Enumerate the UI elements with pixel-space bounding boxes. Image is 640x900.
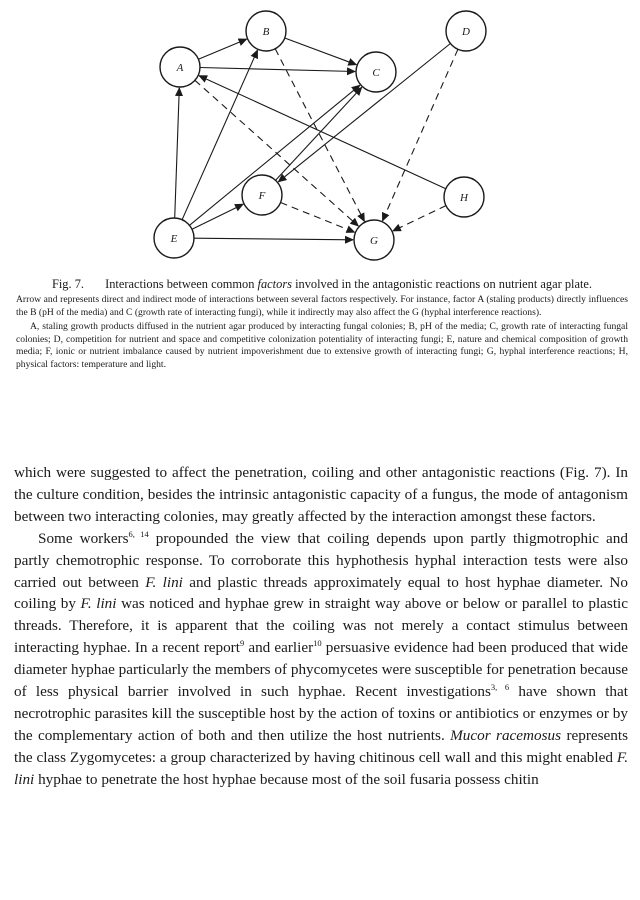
node-label: B bbox=[262, 26, 270, 38]
edge-h-g bbox=[393, 206, 446, 231]
edge-a-b bbox=[198, 39, 246, 59]
diagram-canvas bbox=[0, 0, 640, 270]
edge-e-g bbox=[194, 238, 353, 240]
node-label: F bbox=[258, 190, 266, 202]
caption-note: Arrow and represents direct and indirect mode of interactions between several factors respectively. For instance, factor A (staling products) directly influences the B (pH of the media) and C (growth rate of interacting fungi), while it indirectly may also affect the G (hyphal interference reactions). bbox=[16, 294, 628, 318]
node-label: E bbox=[170, 233, 178, 245]
node-f bbox=[242, 175, 282, 215]
figure-label: Fig. 7. bbox=[51, 277, 84, 291]
species-name: F. lini bbox=[145, 573, 183, 591]
edge-a-c bbox=[200, 68, 355, 72]
p2-text-a: Some workers bbox=[38, 529, 129, 547]
p2-text-h: represents the class Zygomycetes: a group characterized by having chitinous cell wall and this might enabled bbox=[14, 726, 629, 766]
node-e bbox=[154, 218, 194, 258]
figure-caption bbox=[16, 276, 628, 372]
citation-ref: 9 bbox=[239, 638, 245, 649]
caption-title-end: involved in the antagonistic reactions on nutrient agar plate. bbox=[295, 277, 593, 291]
citation-ref: 10 bbox=[313, 638, 322, 649]
node-b bbox=[246, 11, 286, 51]
paragraph-2 bbox=[14, 528, 628, 791]
node-a bbox=[160, 47, 200, 87]
p2-text-d: was noticed and hyphae grew in straight way above or below or parallel to plastic threads. Therefore, it is apparent that the coiling was not merely a contact stimulus between interacting hyphae. In a recent report bbox=[14, 595, 628, 657]
citation-ref: 6, 14 bbox=[128, 528, 149, 539]
node-label: A bbox=[176, 62, 184, 74]
caption-title bbox=[24, 276, 620, 292]
p2-text-e: and earlier bbox=[244, 639, 314, 657]
node-g bbox=[354, 220, 394, 260]
p2-text-b: propounded the view that coiling depends upon partly thigmotrophic and partly chemotrophic response. To corroborate this hyphothesis hyphal interaction tests were also carried out between bbox=[14, 529, 628, 591]
edge-b-g bbox=[275, 49, 364, 222]
interaction-diagram bbox=[0, 0, 640, 270]
species-name: F. lini bbox=[14, 748, 628, 788]
edge-b-c bbox=[285, 38, 357, 65]
species-name: Mucor racemosus bbox=[450, 726, 562, 744]
citation-ref: 3, 6 bbox=[490, 682, 510, 693]
p2-text-f: persuasive evidence had been produced that wide diameter hyphae particularly the members of phycomycetes were susceptible for penetration because of less physical barrier involved in such hyphae. Recent investigations bbox=[14, 639, 628, 701]
p2-text-i: hyphae to penetrate the host hyphae because most of the soil fusaria possess chitin bbox=[34, 770, 539, 788]
node-label: C bbox=[372, 67, 380, 79]
node-d bbox=[446, 11, 486, 51]
p2-text-g: have shown that necrotrophic parasites kill the susceptible host by the action of toxins or antibiotics or enzymes or by the complementary action of both and then utilize the host nutrients. bbox=[14, 683, 628, 744]
species-name: F. lini bbox=[80, 595, 117, 613]
node-c bbox=[356, 52, 396, 92]
node-h bbox=[444, 177, 484, 217]
node-label: H bbox=[460, 192, 468, 204]
p2-text-c: and plastic threads approximately equal to host hyphae diameter. No coiling by bbox=[14, 573, 628, 613]
node-label: D bbox=[462, 26, 470, 38]
edge-f-g bbox=[281, 203, 355, 233]
caption-title-emphasis: factors bbox=[257, 277, 292, 291]
edge-h-a bbox=[199, 76, 446, 189]
edge-e-a bbox=[175, 88, 180, 218]
edge-f-c bbox=[276, 87, 362, 180]
node-label: G bbox=[370, 235, 378, 247]
body-text bbox=[14, 462, 628, 791]
caption-legend: A, staling growth products diffused in the nutrient agar produced by interacting fungal colonies; B, pH of the media; C, growth rate of interacting fungal colonies; D, competition for nutrient and space and competitive colonization potentiality of interacting fungi; E, nature and chemical composition of growth media; F, ionic or nutrient imbalance caused by nutrient impoverishment due to extensive growth of interacting fungi; G, hyphal interference reactions; H, physical factors: temperature and light. bbox=[16, 321, 628, 370]
caption-title-start: Interactions between common bbox=[105, 277, 255, 291]
paragraph-1: which were suggested to affect the penetration, coiling and other antagonistic reactions (Fig. 7). In the culture condition, besides the intrinsic antagonistic capacity of a fungus, the mode of antagonism between two interacting colonies, may greatly affected by the interaction amongst these factors. bbox=[14, 464, 628, 525]
